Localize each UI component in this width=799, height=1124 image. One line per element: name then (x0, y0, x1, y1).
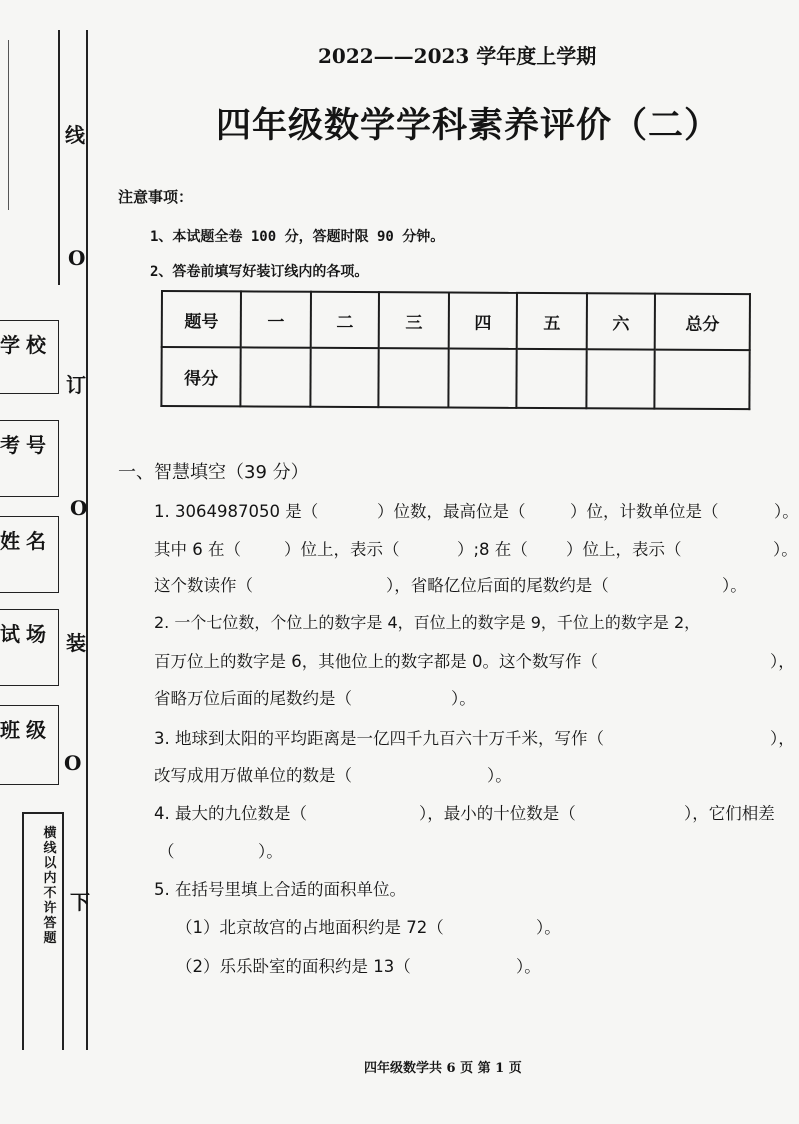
page-title: 四年级数学学科素养评价（二） (216, 105, 721, 146)
score-table-score-row (161, 347, 749, 409)
score-table (160, 290, 751, 410)
exam-room-field[interactable] (0, 609, 59, 686)
no-answer-notice: 横 线 以 内 不 许 答 题 (43, 826, 57, 946)
class-label: 班级 (0, 718, 52, 742)
page-footer: 四年级数学共 6 页 第 1 页 (364, 1061, 522, 1076)
column-header: 四 (449, 293, 517, 349)
note-item: 1、本试题全卷 100 分，答题时限 90 分钟。 (150, 229, 445, 245)
margin-char: O (70, 496, 88, 520)
name-field[interactable] (0, 516, 59, 593)
margin-char: 下 (70, 890, 90, 914)
notice-box-top (22, 812, 63, 814)
column-header: 二 (311, 292, 379, 348)
score-cell[interactable] (586, 349, 654, 408)
column-header: 总分 (655, 294, 750, 350)
section-heading: 一、智慧填空（39 分） (118, 462, 309, 483)
margin-char: O (64, 751, 82, 775)
margin-line-outer (58, 30, 60, 285)
score-cell[interactable] (654, 350, 749, 409)
name-label: 姓名 (0, 529, 52, 553)
column-header: 三 (379, 292, 449, 348)
school-field[interactable] (0, 320, 59, 394)
margin-char: 订 (66, 373, 86, 397)
score-label: 得分 (161, 347, 240, 406)
notice-box-left (22, 812, 24, 1050)
school-year: 2022——2023 学年度上学期 (318, 44, 597, 68)
margin-char: 线 (65, 123, 85, 147)
score-cell[interactable] (448, 349, 516, 408)
column-header: 五 (517, 293, 587, 349)
question-number-label: 题号 (162, 291, 241, 347)
score-cell[interactable] (310, 348, 378, 407)
class-field[interactable] (0, 705, 59, 785)
column-header: 一 (241, 291, 311, 347)
exam-number-field[interactable] (0, 420, 59, 497)
score-cell[interactable] (241, 347, 311, 406)
school-label: 学校 (0, 333, 52, 357)
notes-heading: 注意事项： (118, 188, 194, 206)
margin-line-left (8, 40, 9, 210)
column-header: 六 (587, 293, 655, 349)
note-item: 2、答卷前填写好装订线内的各项。 (150, 264, 369, 280)
score-table-header-row (162, 291, 750, 350)
exam-number-label: 考号 (0, 433, 52, 457)
notice-box-right (62, 812, 64, 1050)
margin-char: 装 (66, 631, 86, 655)
margin-char: O (68, 246, 86, 270)
score-cell[interactable] (516, 349, 586, 408)
score-cell[interactable] (379, 348, 449, 407)
exam-room-label: 试场 (0, 622, 52, 646)
